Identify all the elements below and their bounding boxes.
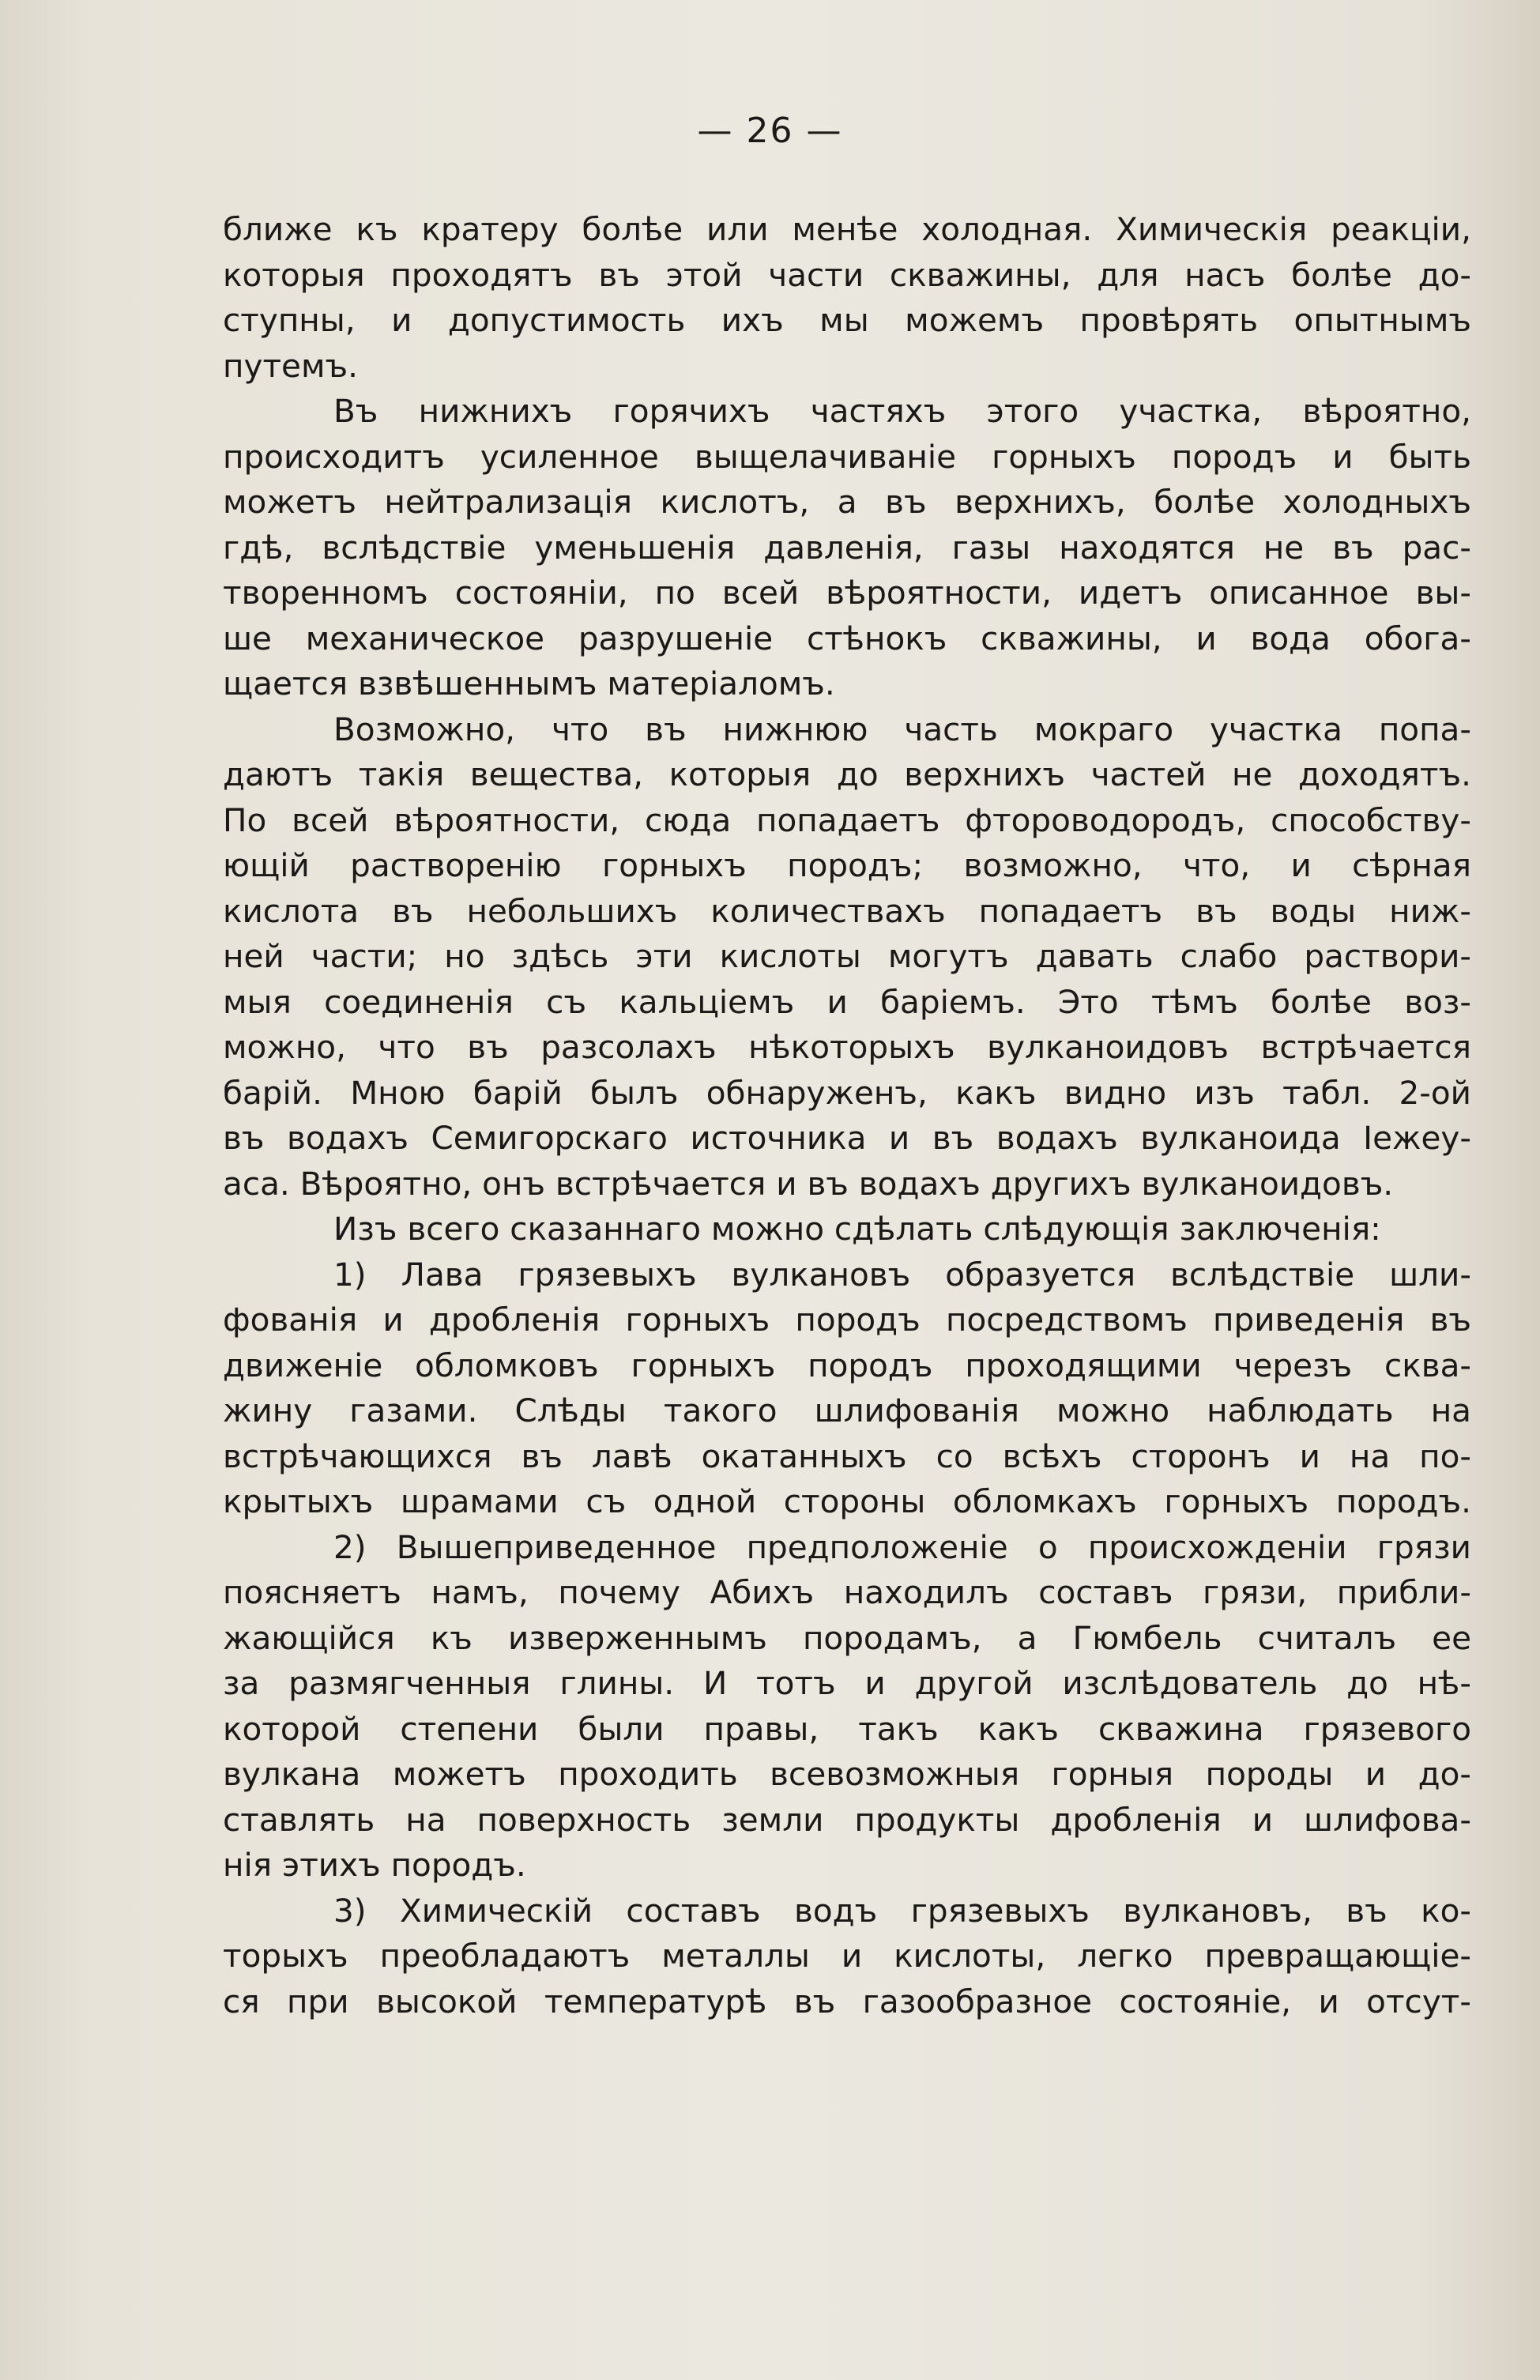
text-line: ней части; но здѣсь эти кислоты могутъ давать слабо раствори-: [223, 937, 1471, 975]
text-line: вулкана можетъ проходить всевозможныя горныя породы и до-: [223, 1755, 1471, 1793]
text-line: происходитъ усиленное выщелачиваніе горныхъ породъ и быть: [223, 437, 1471, 476]
text-line: 2) Вышеприведенное предположеніе о происхожденіи грязи: [333, 1527, 1471, 1566]
text-line: барій. Мною барій былъ обнаруженъ, какъ видно изъ табл. 2-ой: [223, 1073, 1471, 1112]
text-line: Возможно, что въ нижнюю часть мокраго участка попа-: [333, 710, 1471, 748]
text-line: фованія и дробленія горныхъ породъ посредствомъ приведенія въ: [223, 1301, 1471, 1339]
text-line: мыя соединенія съ кальціемъ и баріемъ. Это тѣмъ болѣе воз-: [223, 982, 1471, 1021]
text-line: аса. Вѣроятно, онъ встрѣчается и въ водахъ другихъ вулканоидовъ.: [223, 1164, 1394, 1203]
text-line: Изъ всего сказаннаго можно сдѣлать слѣдующія заключенія:: [333, 1210, 1381, 1248]
text-line: можетъ нейтрализація кислотъ, а въ верхнихъ, болѣе холодныхъ: [223, 483, 1471, 521]
page-number: — 26 —: [697, 111, 843, 151]
text-line: Въ нижнихъ горячихъ частяхъ этого участка, вѣроятно,: [333, 392, 1471, 430]
text-line: 3) Химическій составъ водъ грязевыхъ вулкановъ, въ ко-: [333, 1891, 1471, 1930]
text-line: даютъ такія вещества, которыя до верхнихъ частей не доходятъ.: [223, 755, 1471, 793]
text-line: встрѣчающихся въ лавѣ окатанныхъ со всѣхъ сторонъ и на по-: [223, 1437, 1471, 1475]
text-line: крытыхъ шрамами съ одной стороны обломкахъ горныхъ породъ.: [223, 1482, 1471, 1520]
text-line: нія этихъ породъ.: [223, 1846, 526, 1884]
text-line: гдѣ, вслѣдствіе уменьшенія давленія, газы находятся не въ рас-: [223, 528, 1471, 567]
text-line: ставлять на поверхность земли продукты дробленія и шлифова-: [223, 1800, 1471, 1839]
body-text: [223, 207, 1471, 2024]
text-line: жающійся къ изверженнымъ породамъ, а Гюмбель считалъ ее: [223, 1618, 1471, 1657]
text-line: можно, что въ разсолахъ нѣкоторыхъ вулканоидовъ встрѣчается: [223, 1028, 1471, 1066]
text-line: поясняетъ намъ, почему Абихъ находилъ составъ грязи, прибли-: [223, 1573, 1471, 1611]
text-line: ющій раствоpенію горныхъ породъ; возможно, что, и сѣрная: [223, 846, 1471, 884]
text-line: ше механическое разрушеніе стѣнокъ скважины, и вода обога-: [223, 619, 1471, 657]
text-line: творенномъ состояніи, по всей вѣроятности, идетъ описанное вы-: [223, 574, 1471, 612]
text-line: которой степени были правы, такъ какъ скважина грязевого: [223, 1709, 1471, 1748]
text-line: По всей вѣроятности, сюда попадаетъ фтороводородъ, способству-: [223, 800, 1471, 839]
text-line: въ водахъ Семигорскаго источника и въ водахъ вулканоида Іежеу-: [223, 1119, 1471, 1157]
text-line: которыя проходятъ въ этой части скважины, для насъ болѣе до-: [223, 255, 1471, 294]
text-line: кислота въ небольшихъ количествахъ попадаетъ въ воды ниж-: [223, 891, 1471, 930]
text-line: 1) Лава грязевыхъ вулкановъ образуется вслѣдствіе шли-: [333, 1255, 1471, 1294]
text-line: ближе къ кратеру болѣе или менѣе холодная. Химическія реакціи,: [223, 210, 1471, 248]
text-line: ся при высокой температурѣ въ газообразное состояніе, и отсут-: [223, 1982, 1471, 2020]
text-line: щается взвѣшеннымъ матеріаломъ.: [223, 665, 835, 702]
text-line: торыхъ преобладаютъ металлы и кислоты, легко превращающіе-: [223, 1937, 1471, 1975]
text-line: движеніе обломковъ горныхъ породъ проходящими черезъ сква-: [223, 1346, 1471, 1384]
text-line: ступны, и допустимость ихъ мы можемъ провѣрять опытнымъ: [223, 301, 1471, 339]
text-line: путемъ.: [223, 346, 358, 385]
text-line: жину газами. Слѣды такого шлифованія можно наблюдать на: [223, 1391, 1471, 1429]
text-line: за размягченныя глины. И тотъ и другой изслѣдователь до нѣ-: [223, 1664, 1471, 1702]
